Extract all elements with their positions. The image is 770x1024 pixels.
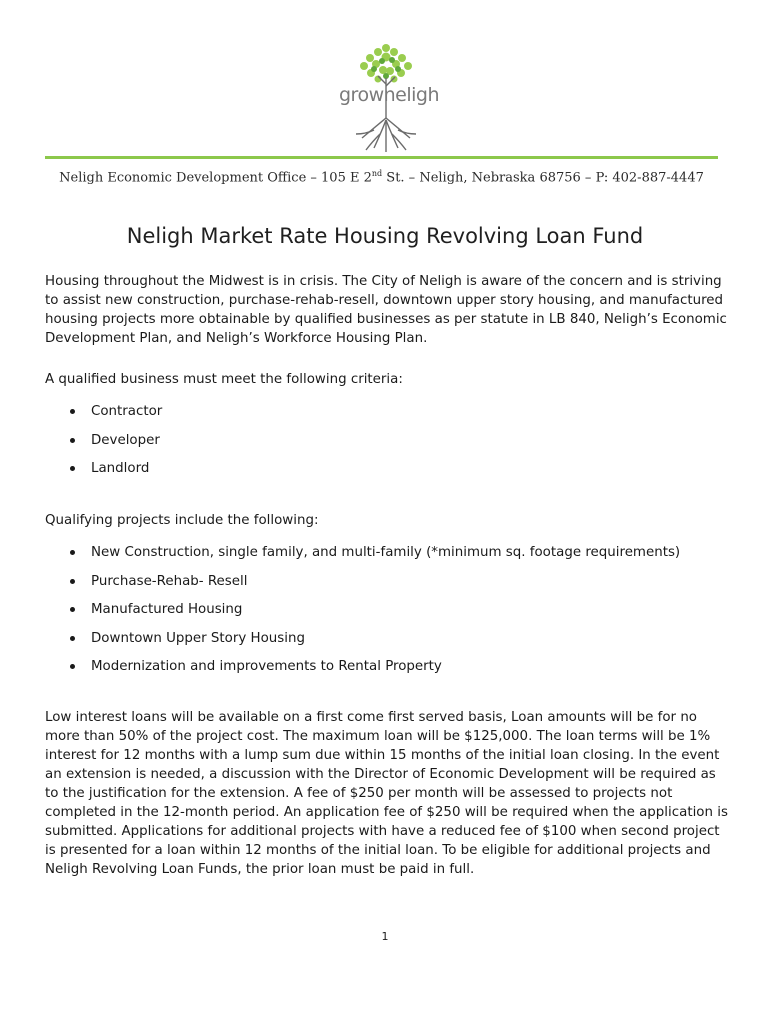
projects-heading: Qualifying projects include the following: xyxy=(45,513,319,528)
list-item xyxy=(45,629,735,658)
project-item-label: Downtown Upper Story Housing xyxy=(91,630,305,646)
project-item-label: Modernization and improvements to Rental Property xyxy=(91,659,442,674)
document-title: Neligh Market Rate Housing Revolving Loan Fund xyxy=(126,224,644,248)
projects-list xyxy=(45,543,735,686)
list-item xyxy=(45,543,735,572)
logo-text-grow: grow xyxy=(338,84,384,106)
office-address-line xyxy=(45,169,718,185)
bullet-icon xyxy=(70,607,75,612)
bullet-icon xyxy=(70,409,75,414)
bullet-icon xyxy=(70,438,75,443)
loan-terms-paragraph: Low interest loans will be available on a first come first served basis, Loan amounts will be for no more than 50% of the project cost. The maximum loan will be $125,000. The loan terms will be 1% interest for 12 months with a lump sum due within 15 months of the initial loan closing. In the event an extension is needed, a discussion with the Director of Economic Development will be required as to the justification for the extension. A fee of $250 per month will be assessed to projects not completed in the 12-month period. An application fee of $250 will be required when the application is submitted. Applications for additional projects with have a reduced fee of $100 when second project is presented for a loan within 12 months of the initial loan. To be eligible for additional projects and Neligh Revolving Loan Funds, the prior loan must be paid in full. xyxy=(45,710,728,877)
intro-paragraph: Housing throughout the Midwest is in crisis. The City of Neligh is aware of the concern and is striving to assist new construction, purchase-rehab-resell, downtown upper story housing, and manufactured housing projects more obtainable by qualified businesses as per statute in LB 840, Neligh’s Economic Development Plan, and Neligh’s Workforce Housing Plan. xyxy=(45,274,727,346)
project-item-label: Manufactured Housing xyxy=(91,602,243,617)
list-item xyxy=(45,459,735,488)
criteria-item-label: Developer xyxy=(91,432,160,448)
logo-wordmark xyxy=(334,84,444,106)
header-divider xyxy=(45,156,718,159)
criteria-item-label: Contractor xyxy=(91,404,163,419)
office-address-sup: nd xyxy=(371,169,383,178)
project-item-label: New Construction, single family, and multi-family (*minimum sq. footage requirements) xyxy=(91,545,681,560)
logo-text-neligh: neligh xyxy=(383,84,440,106)
project-item-label: Purchase-Rehab- Resell xyxy=(91,573,248,589)
bullet-icon xyxy=(70,466,75,471)
criteria-heading: A qualified business must meet the following criteria: xyxy=(45,372,403,387)
list-item xyxy=(45,600,735,629)
criteria-list xyxy=(45,402,735,488)
bullet-icon xyxy=(70,636,75,641)
list-item xyxy=(45,572,735,601)
bullet-icon xyxy=(70,664,75,669)
bullet-icon xyxy=(70,550,75,555)
office-address-prefix: Neligh Economic Development Office – 105 E 2 xyxy=(59,170,372,186)
office-address-suffix: St. – Neligh, Nebraska 68756 – P: 402-887-4447 xyxy=(382,170,704,186)
list-item xyxy=(45,431,735,460)
criteria-item-label: Landlord xyxy=(91,461,150,476)
bullet-icon xyxy=(70,579,75,584)
list-item xyxy=(45,657,735,686)
list-item xyxy=(45,402,735,431)
page-number: 1 xyxy=(381,930,389,943)
